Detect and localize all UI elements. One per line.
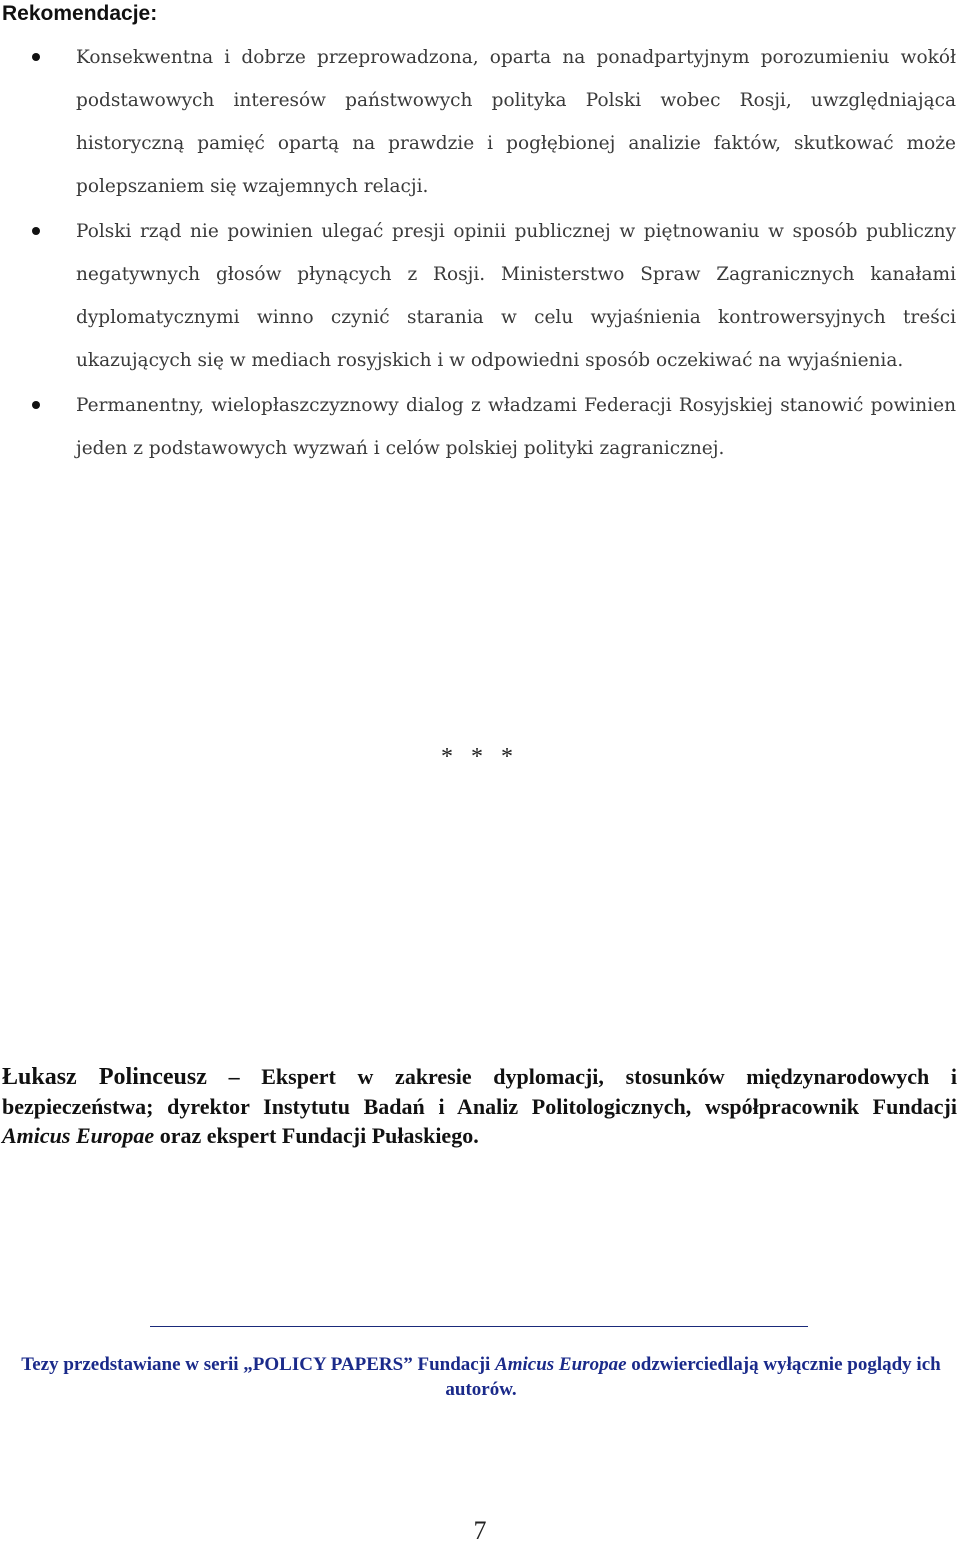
author-dash: – — [228, 1064, 240, 1089]
disclaimer-foundation-name: Amicus Europae — [495, 1354, 627, 1375]
author-bio-part1: Ekspert w zakresie dyplomacji, stosunków międzynarodowych i bezpieczeństwa; dyrektor Instytutu Badań i Analiz Politologicznych, współpracownik Fundacji — [2, 1064, 958, 1119]
recommendations-list — [76, 36, 956, 472]
recommendation-text: Permanentny, wielopłaszczyznowy dialog z władzami Federacji Rosyjskiej stanowić powinien jeden z podstawowych wyzwań i celów polskiej polityki zagranicznej. — [76, 395, 956, 459]
author-bio-part2: oraz ekspert Fundacji Pułaskiego. — [159, 1123, 479, 1148]
recommendation-item — [76, 210, 956, 382]
bullet-icon — [32, 53, 40, 61]
section-separator: * * * — [441, 744, 519, 770]
section-heading: Rekomendacje: — [2, 2, 158, 25]
page-number: 7 — [473, 1516, 487, 1545]
recommendation-text: Konsekwentna i dobrze przeprowadzona, oparta na ponadpartyjnym porozumieniu wokół podstawowych interesów państwowych polityka Polski wobec Rosji, uwzględniająca historyczną pamięć opartą na prawdzie i pogłębionej analizie faktów, skutkować może polepszaniem się wzajemnych relacji. — [76, 47, 956, 197]
disclaimer — [16, 1352, 946, 1402]
disclaimer-part2: odzwierciedlają wyłącznie poglądy ich autorów. — [445, 1354, 941, 1400]
recommendation-item — [76, 36, 956, 208]
bullet-icon — [32, 227, 40, 235]
disclaimer-part1: Tezy przedstawiane w serii „POLICY PAPERS” Fundacji — [21, 1354, 491, 1375]
footnote-divider — [150, 1326, 808, 1327]
recommendation-text: Polski rząd nie powinien ulegać presji opinii publicznej w piętnowaniu w sposób publiczny negatywnych głosów płynących z Rosji. Ministerstwo Spraw Zagranicznych kanałami dyplomatycznymi winno czynić starania w celu wyjaśnienia kontrowersyjnych treści ukazujących się w mediach rosyjskich i w odpowiedni sposób oczekiwać na wyjaśnienia. — [76, 221, 956, 371]
recommendation-item — [76, 384, 956, 470]
bullet-icon — [32, 401, 40, 409]
author-bio-foundation-name: Amicus Europae — [2, 1123, 155, 1148]
author-note — [2, 1062, 957, 1150]
author-name: Łukasz Polinceusz — [2, 1064, 207, 1090]
